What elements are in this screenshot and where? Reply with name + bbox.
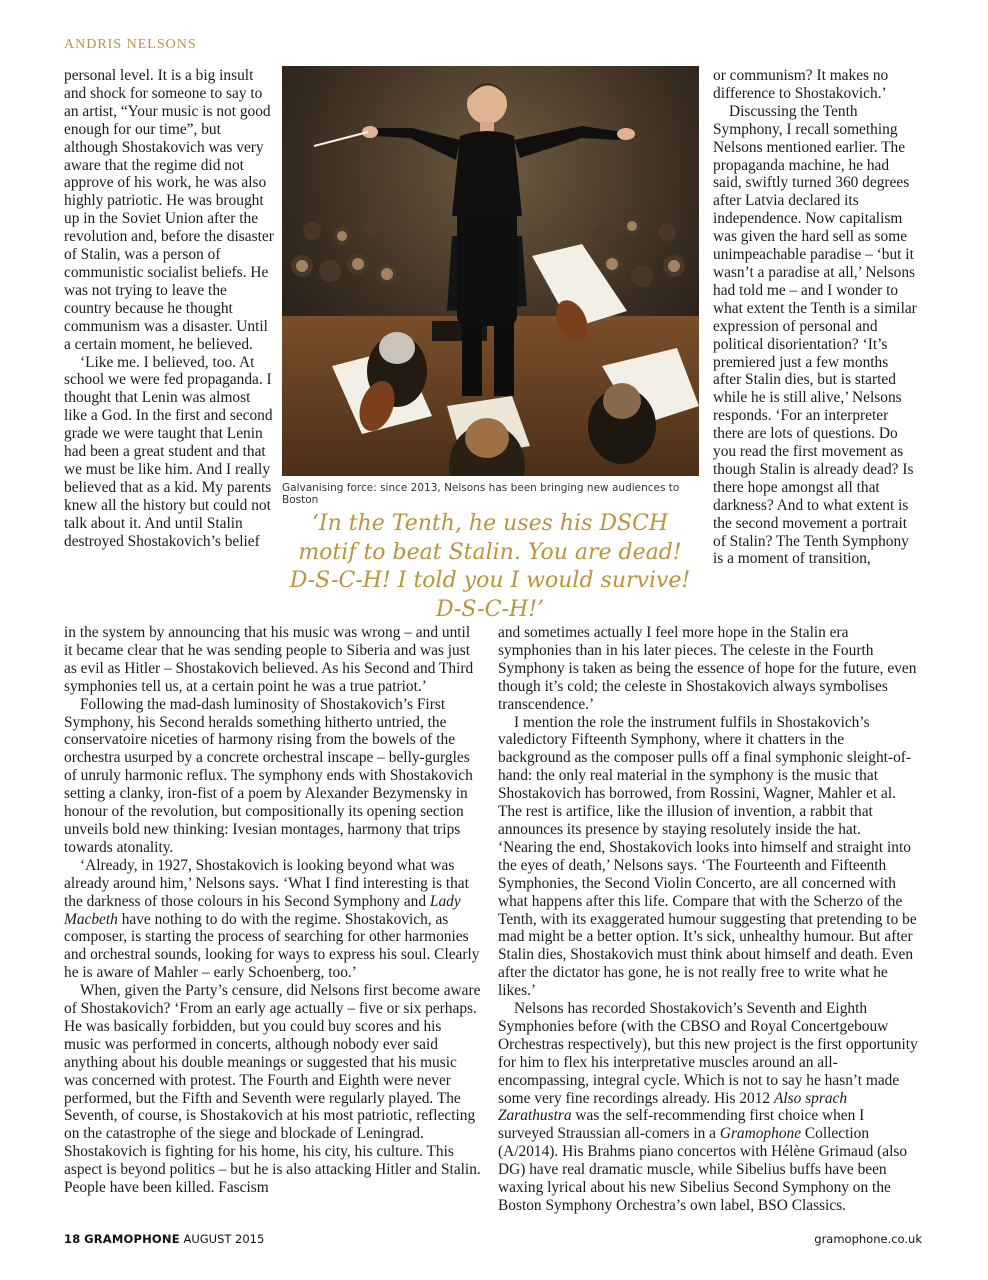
work-title: Lady Macbeth [64,892,461,928]
paragraph [498,1000,919,1215]
magazine-name: GRAMOPHONE [84,1232,180,1246]
conductor-photo [282,66,699,476]
text-run: was the self-recommending first choice when I surveyed Straussian all-comers in a [498,1107,865,1143]
text-run: ‘Already, in 1927, Shostakovich is looking beyond what was already around him,’ Nelsons says. ‘What I find interesting is that the darkness of those colours in his Second Symphony and [64,856,469,910]
footer-folio [64,1232,264,1246]
conductor-photo-illustration [282,66,699,476]
paragraph [64,857,482,982]
article-column-right-bottom [498,624,919,1215]
footer-website: gramophone.co.uk [814,1232,922,1246]
running-head: ANDRIS NELSONS [64,37,197,52]
paragraph: When, given the Party’s censure, did Nelsons first become aware of Shostakovich? ‘From an early age actually – five or six perhaps. He was basically forbidden, but you could buy scores and his music was performed in concerts, although nobody ever said anything about his double meanings or suggested that his music was concerned with protest. The Fourth and Eighth were never performed, but the Fifth and Seventh were regularly played. The Seventh, of course, is Shostakovich at his most patriotic, reflecting on the catastrophe of the siege and blockade of Leningrad. Shostakovich is fighting for his home, his city, his culture. This aspect is beyond politics – but he is also attacking Hitler and Stalin. People have been killed. Fascism [64,982,481,1197]
text-run: Nelsons has recorded Shostakovich’s Seventh and Eighth Symphonies before (with the CBSO and Royal Concertgebouw Orchestras respectively), but this new project is the first opportunity for him to flex his interpretative muscles around an all-encompassing, integral cycle. Which is not to say he hasn’t made some very fine recordings already. His 2012 [498,1000,918,1107]
paragraph: Discussing the Tenth Symphony, I recall something Nelsons mentioned earlier. The propaganda machine, he had said, swiftly turned 360 degrees after Latvia declared its independence. Now capitalism was given the hard sell as some unimpeachable paradise – ‘but it wasn’t a paradise at all,’ Nelsons had told me – and I wonder to what extent the Tenth is a similar expression of personal and political disorientation? ‘It’s premiered just a few months after Stalin dies, but is started while he is still alive,’ Nelsons responds. ‘For an interpreter there are lots of questions. Do you read the first movement as though Stalin is already dead? Is there hope amongst all that darkness? And to what extent is the second movement a portrait of Stalin? The Tenth Symphony is a moment of transition, [713,102,917,568]
paragraph: I mention the role the instrument fulfils in Shostakovich’s valedictory Fifteenth Symphony, where it chatters in the background as the composer pulls off a final symphonic sleight-of-hand: the only real material in the symphony is the music that Shostakovich has borrowed, from Rossini, Wagner, Mahler et al. The rest is artifice, like the illusion of invention, a rabbit that announces its presence by staying resolutely inside the hat. ‘Nearing the end, Shostakovich looks into himself and straight into the eyes of death,’ Nelsons says. ‘The Fourteenth and Fifteenth Symphonies, the Second Violin Concerto, are all concerned with what happens after this life. Compare that with the Scherzo of the Tenth, with its exaggerated humour suggesting that pretending to be mad might be a better option. It’s sick, unhealthy humour. But after Stalin dies, Shostakovich must think about himself and death. Even after the dictator has gone, he is not really free to write what he likes.’ [498,713,917,1000]
paragraph: in the system by announcing that his music was wrong – and until it became clear that he was sending people to Siberia and was just as evil as Hitler – Shostakovich believed. As his Second and Third symphonies tell us, at a certain point he was a true patriot.’ [64,624,474,695]
paragraph: or communism? It makes no difference to Shostakovich.’ [713,67,889,102]
paragraph: ‘Like me. I believed, too. At school we were fed propaganda. I thought that Lenin was almost like a God. In the first and second grade we were taught that Lenin had been a great student and that we must be like him. And I really believed that as a kid. My parents knew all the history but could not talk about it. And until Stalin destroyed Shostakovich’s belief [64,353,273,550]
magazine-title: Gramophone [719,1125,802,1143]
issue-date: AUGUST 2015 [183,1232,265,1246]
pull-quote: ‘In the Tenth, he uses his DSCH motif to beat Stalin. You are dead! D-S-C-H! I told you I would survive! D-S-C-H!’ [289,511,691,622]
text-run: have nothing to do with the regime. Shostakovich, as composer, is starting the process of searching for other harmonies and orchestral sounds, looking for ways to express his soul. Clearly he is aware of Mahler – early Schoenberg, too.’ [64,910,480,982]
article-column-right-top [713,67,919,568]
article-column-left-top [64,67,276,550]
article-column-left-bottom [64,624,482,1197]
page-number: 18 [64,1232,81,1246]
paragraph: personal level. It is a big insult and shock for someone to say to an artist, “Your music is not good enough for our time”, but although Shostakovich was very aware that the regime did not approve of his work, he was also highly patriotic. He was brought up in the Soviet Union after the revolution and, before the disaster of Stalin, was a person of communistic socialist beliefs. He was not trying to leave the country because he thought communism was a disaster. Until a certain moment, he believed. [64,67,274,353]
photo-caption: Galvanising force: since 2013, Nelsons has been bringing new audiences to Boston [282,482,680,506]
text-run: Collection (A/2014). His Brahms piano concertos with Hélène Grimaud (also DG) have real dramatic muscle, while Sibelius buffs have been waxing lyrical about his new Sibelius Second Symphony on the Boston Symphony Orchestra’s own label, BSO Classics. [498,1125,908,1214]
paragraph: and sometimes actually I feel more hope in the Stalin era symphonies than in his later pieces. The celeste in the Fourth Symphony is taken as being the essence of hope for the future, even though it’s cold; the celeste in Shostakovich always symbolises transcendence.’ [498,624,917,713]
work-title: Also sprach Zarathustra [498,1089,848,1125]
paragraph: Following the mad-dash luminosity of Shostakovich’s First Symphony, his Second heralds something hitherto untried, the conservatoire niceties of harmony rising from the bowels of the orchestra usurped by a concrete orchestral inscape – belly-gurgles of unruly harmonic reflux. The symphony ends with Shostakovich setting a clanky, iron-fist of a poem by Alexander Bezymensky in honour of the revolution, but compositionally its opening section unveils bold new thinking: Ivesian montages, harmony that trips towards atonality. [64,695,473,856]
